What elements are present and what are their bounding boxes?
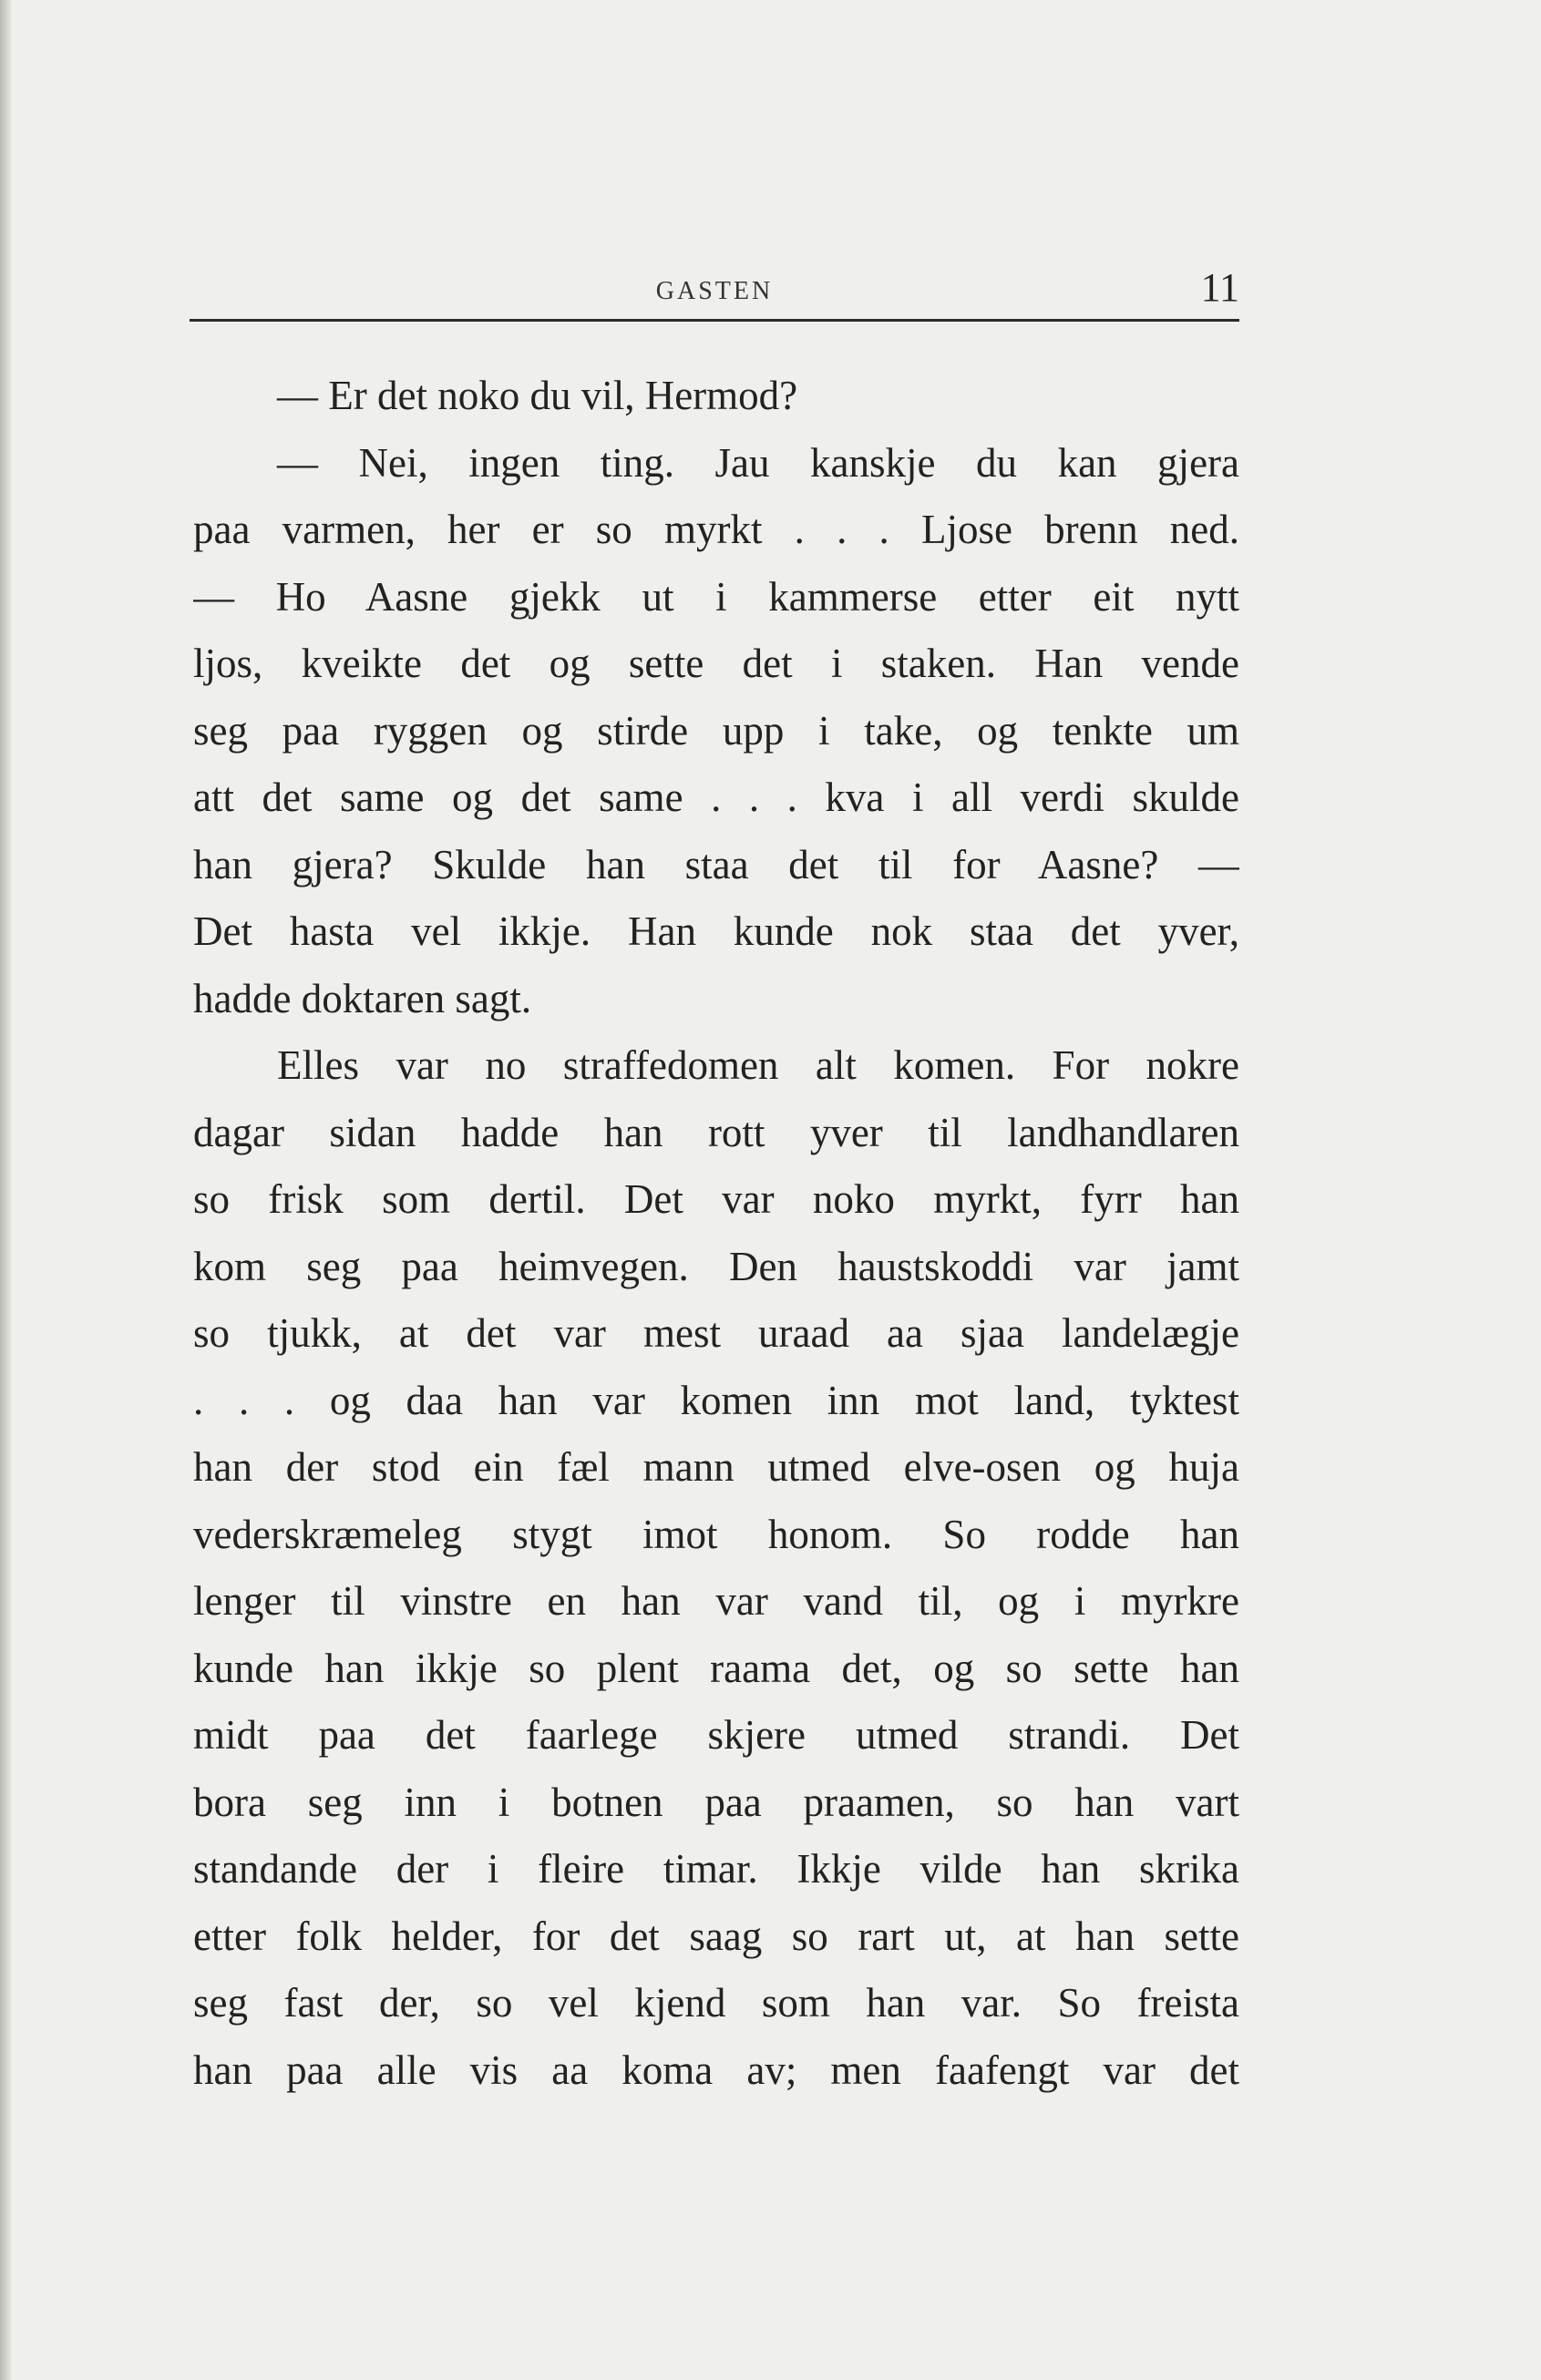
- text-line: hadde doktaren sagt.: [193, 975, 532, 1021]
- text-line: Det hasta vel ikkje. Han kunde nok staa det yver,: [193, 908, 1239, 954]
- body-text: [193, 363, 1239, 2104]
- text-line: kunde han ikkje so plent raama det, og so sette han: [193, 1645, 1239, 1691]
- page-header: [190, 257, 1239, 322]
- text-line: kom seg paa heimvegen. Den haustskoddi var jamt: [193, 1243, 1239, 1289]
- text-line: — Er det noko du vil, Hermod?: [277, 373, 798, 418]
- text-line: dagar sidan hadde han rott yver til landhandlaren: [193, 1109, 1239, 1155]
- text-line: — Nei, ingen ting. Jau kanskje du kan gjera: [277, 439, 1239, 486]
- text-line: lenger til vinstre en han var vand til, og i myrkre: [193, 1578, 1239, 1624]
- text-line: han paa alle vis aa koma av; men faafengt var det: [193, 2047, 1239, 2093]
- text-line: han gjera? Skulde han staa det til for Aasne? —: [193, 841, 1239, 887]
- text-line: ljos, kveikte det og sette det i staken. Han vende: [193, 641, 1239, 686]
- text-line: vederskræmeleg stygt imot honom. So rodde han: [193, 1511, 1239, 1557]
- page-binding-edge: [0, 0, 13, 2380]
- text-line: . . . og daa han var komen inn mot land, tyktest: [193, 1377, 1239, 1423]
- text-line: so tjukk, at det var mest uraad aa sjaa landelægje: [193, 1310, 1239, 1356]
- text-line: midt paa det faarlege skjere utmed strandi. Det: [193, 1712, 1239, 1758]
- text-line: so frisk som dertil. Det var noko myrkt, fyrr han: [193, 1176, 1239, 1222]
- text-line: han der stod ein fæl mann utmed elve-osen og huja: [193, 1444, 1239, 1490]
- page-number: 11: [1200, 265, 1239, 310]
- text-line: bora seg inn i botnen paa praamen, so han vart: [193, 1779, 1239, 1825]
- text-line: seg paa ryggen og stirde upp i take, og tenkte um: [193, 707, 1239, 754]
- text-line: seg fast der, so vel kjend som han var. So freista: [193, 1980, 1239, 2026]
- running-title: GASTEN: [655, 277, 774, 305]
- text-line: paa varmen, her er so myrkt . . . Ljose brenn ned.: [193, 507, 1239, 552]
- text-line: etter folk helder, for det saag so rart ut, at han sette: [193, 1913, 1239, 1959]
- text-line: Elles var no straffedomen alt komen. For nokre: [277, 1042, 1239, 1088]
- text-line: standande der i fleire timar. Ikkje vilde han skrika: [193, 1846, 1239, 1892]
- text-line: — Ho Aasne gjekk ut i kammerse etter eit nytt: [193, 573, 1239, 620]
- text-line: att det same og det same . . . kva i all verdi skulde: [193, 775, 1239, 820]
